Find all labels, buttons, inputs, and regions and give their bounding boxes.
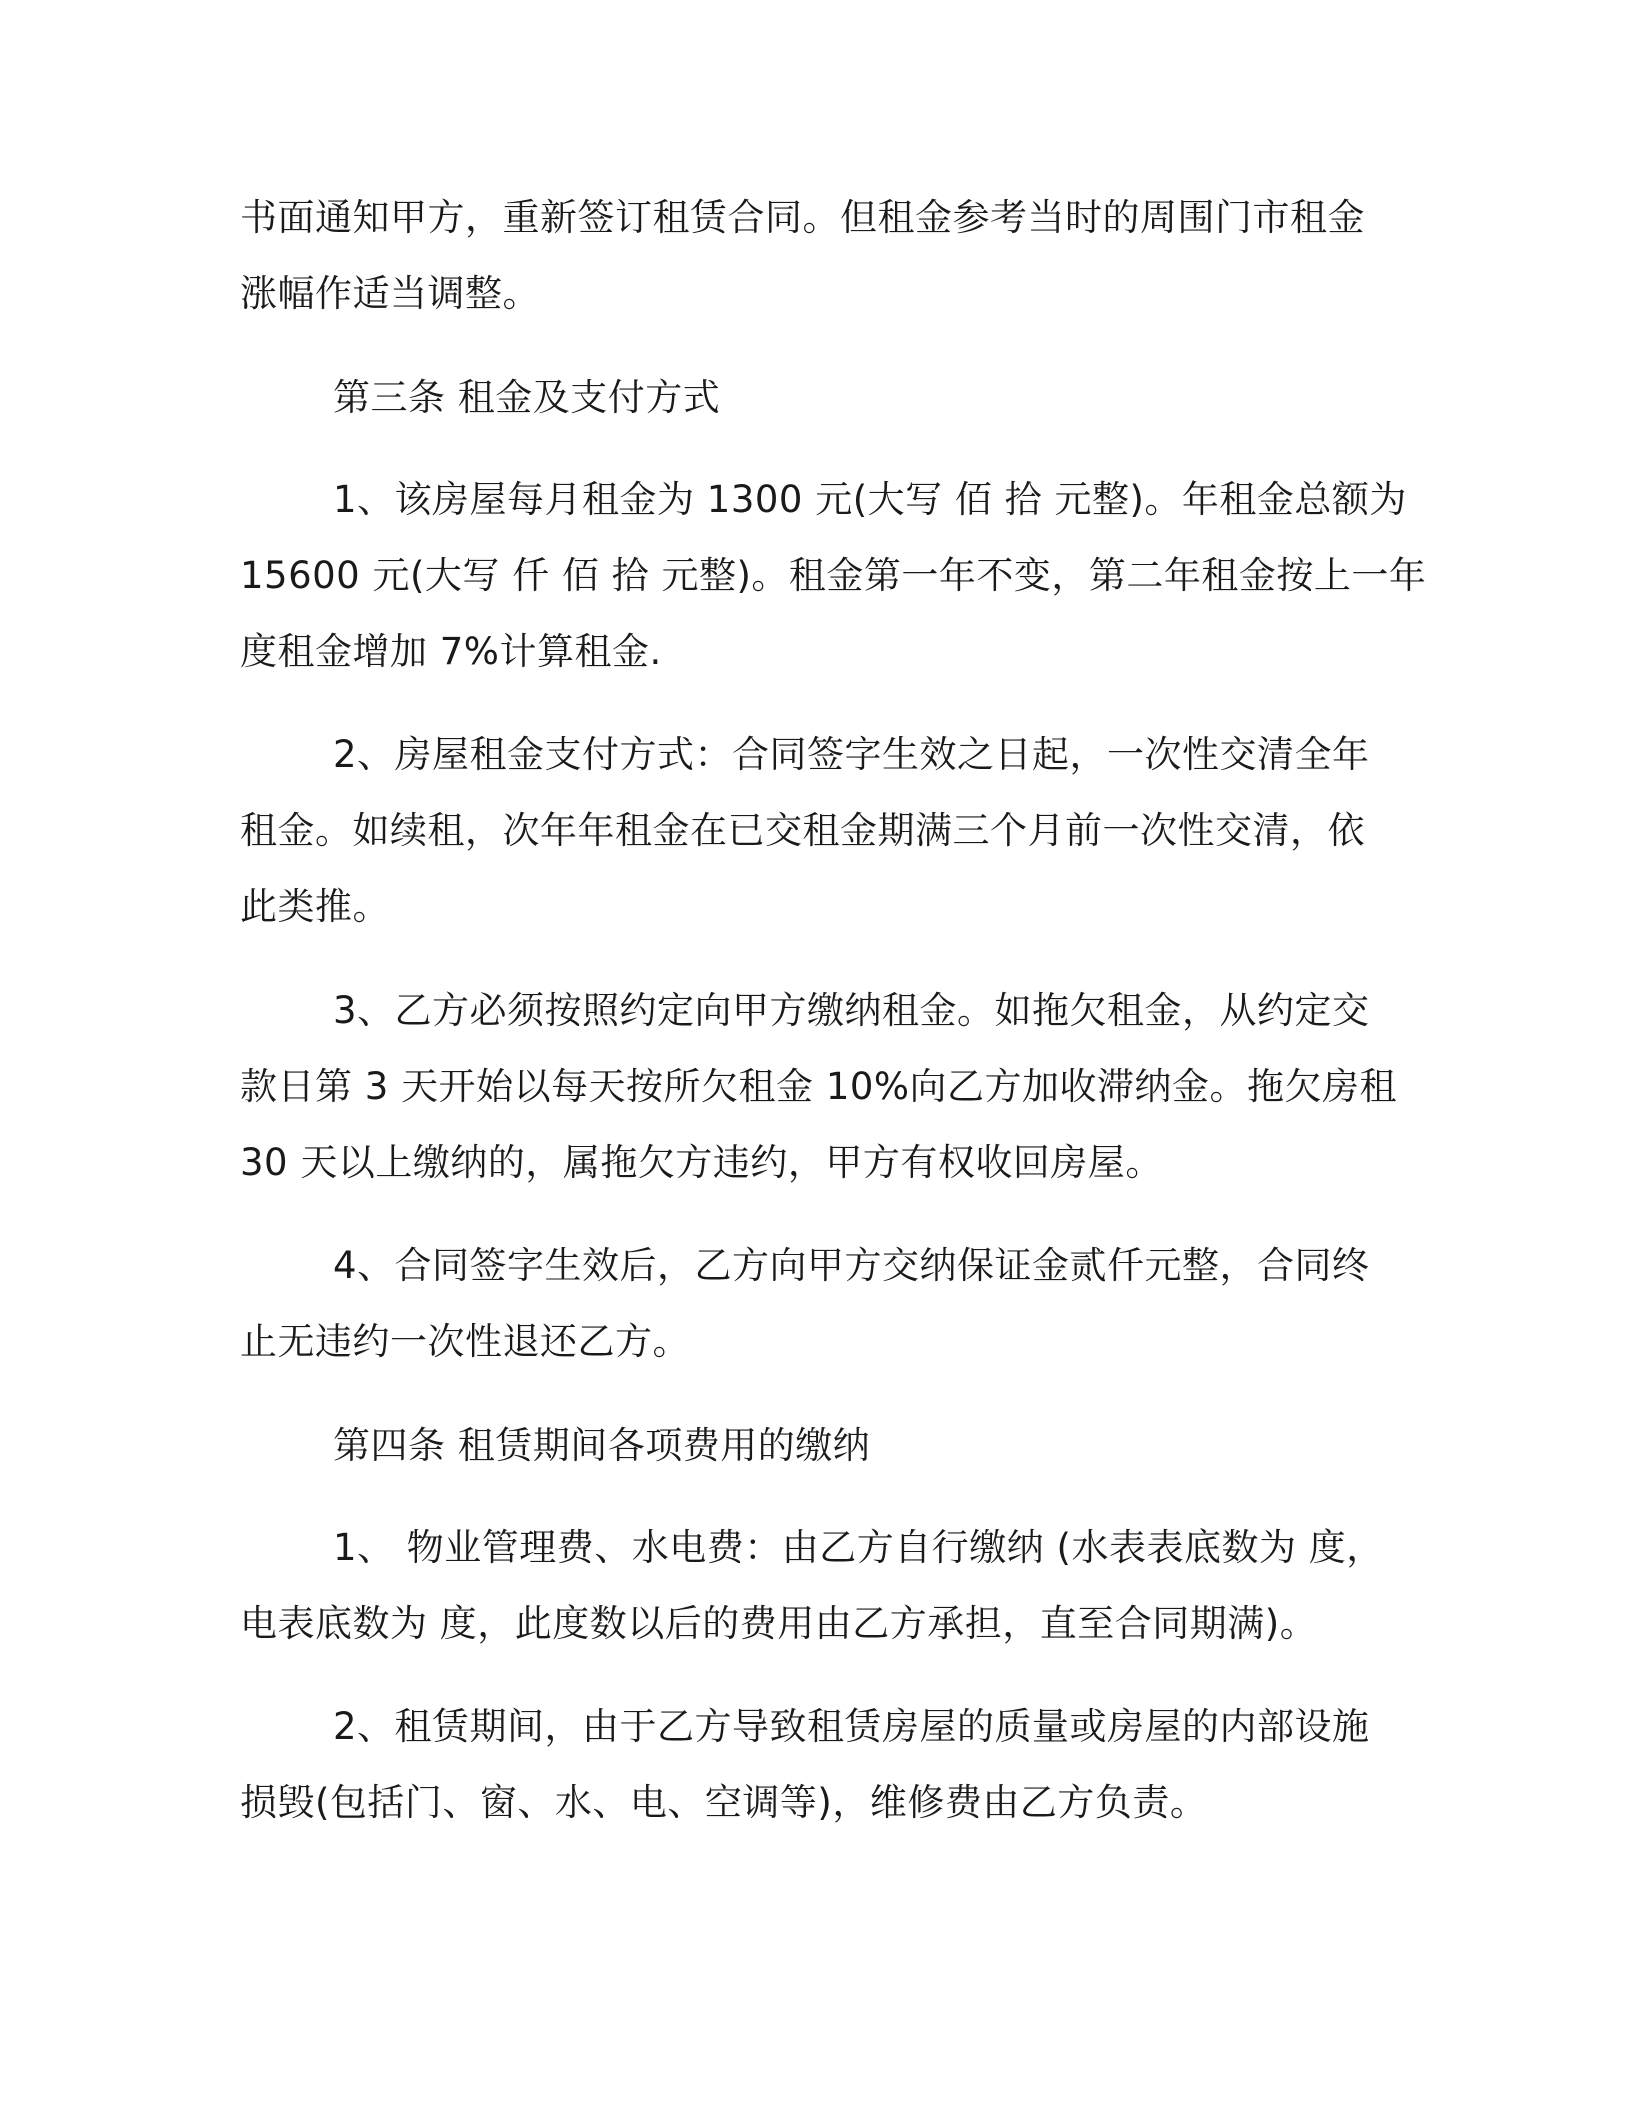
article-4-item-1-line: 1、 物业管理费、水电费：由乙方自行缴纳 (水表表底数为 度， xyxy=(333,1526,1384,1569)
intro-line: 书面通知甲方，重新签订租赁合同。但租金参考当时的周围门市租金 xyxy=(240,196,1365,239)
article-4-item-2-line: 损毁(包括门、窗、水、电、空调等)，维修费由乙方负责。 xyxy=(240,1781,1208,1824)
article-3-item-2-line: 此类推。 xyxy=(240,885,390,928)
article-4-heading: 第四条 租赁期间各项费用的缴纳 xyxy=(333,1424,871,1467)
article-3-item-3-line: 3、乙方必须按照约定向甲方缴纳租金。如拖欠租金，从约定交 xyxy=(333,989,1370,1032)
article-3-item-1-line: 15600 元(大写 仟 佰 拾 元整)。租金第一年不变，第二年租金按上一年 xyxy=(240,554,1427,597)
article-4-item-1-line: 电表底数为 度，此度数以后的费用由乙方承担，直至合同期满)。 xyxy=(240,1602,1318,1645)
article-4-item-2-line: 2、租赁期间，由于乙方导致租赁房屋的质量或房屋的内部设施 xyxy=(333,1705,1370,1748)
article-3-item-2-line: 2、房屋租金支付方式：合同签字生效之日起，一次性交清全年 xyxy=(333,733,1370,776)
article-3-item-1-line: 度租金增加 7%计算租金. xyxy=(240,630,662,673)
article-3-item-4-line: 止无违约一次性退还乙方。 xyxy=(240,1320,690,1363)
article-3-item-2-line: 租金。如续租，次年年租金在已交租金期满三个月前一次性交清，依 xyxy=(240,809,1365,852)
intro-line: 涨幅作适当调整。 xyxy=(240,272,540,315)
article-3-item-3-line: 款日第 3 天开始以每天按所欠租金 10%向乙方加收滞纳金。拖欠房租 xyxy=(240,1065,1398,1108)
article-3-item-3-line: 30 天以上缴纳的，属拖欠方违约，甲方有权收回房屋。 xyxy=(240,1141,1163,1184)
article-3-item-1-line: 1、该房屋每月租金为 1300 元(大写 佰 拾 元整)。年租金总额为 xyxy=(333,478,1407,521)
article-3-heading: 第三条 租金及支付方式 xyxy=(333,376,721,419)
article-3-item-4-line: 4、合同签字生效后，乙方向甲方交纳保证金贰仟元整，合同终 xyxy=(333,1244,1370,1287)
